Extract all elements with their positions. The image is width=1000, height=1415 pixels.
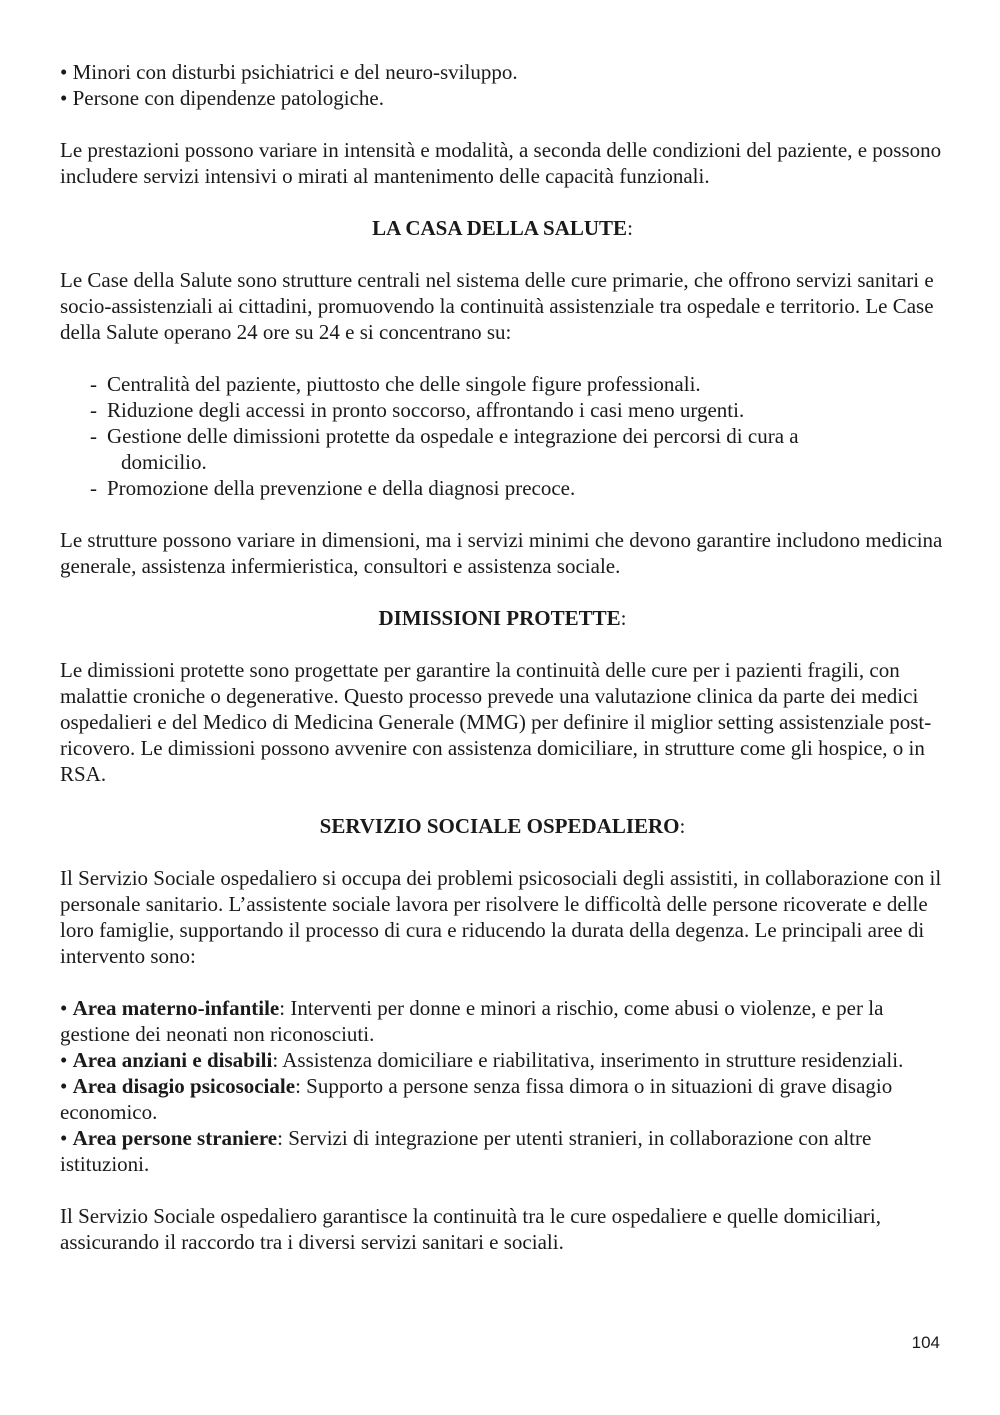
casa-salute-focus-list xyxy=(60,371,945,501)
area-title: Area materno-infantile xyxy=(72,996,280,1020)
list-item-text: Centralità del paziente, piuttosto che delle singole figure professionali. xyxy=(107,372,701,396)
casa-salute-paragraph: Le Case della Salute sono strutture centrali nel sistema delle cure primarie, che offrono servizi sanitari e socio-assistenziali ai cittadini, promuovendo la continuità assistenziale tra ospedale e territorio. Le Case della Salute operano 24 ore su 24 e si concentrano su: xyxy=(60,268,934,344)
area-title: Area anziani e disabili xyxy=(72,1048,273,1072)
bullet: • xyxy=(60,996,73,1020)
intro-bullet-minori: • Minori con disturbi psichiatrici e del neuro-sviluppo. xyxy=(60,60,518,84)
spacer xyxy=(60,501,945,527)
list-item-continuation: domicilio. xyxy=(121,450,207,474)
intro-bullet-dipendenze: • Persone con dipendenze patologiche. xyxy=(60,86,384,110)
spacer xyxy=(60,969,945,995)
spacer xyxy=(60,241,945,267)
document-page xyxy=(60,59,945,1255)
area-description: : Interventi per donne e minori a rischio, come abusi o violenze, e per la gestione dei neonati non riconosciuti. xyxy=(60,996,884,1046)
list-item-text: Riduzione degli accessi in pronto soccorso, affrontando i casi meno urgenti. xyxy=(107,398,745,422)
heading-colon: : xyxy=(627,216,633,240)
list-item xyxy=(88,371,945,397)
area-title: Area persone straniere xyxy=(72,1126,278,1150)
intro-paragraph: Le prestazioni possono variare in intensità e modalità, a seconda delle condizioni del paziente, e possono includere servizi intensivi o mirati al mantenimento delle capacità funzionali. xyxy=(60,138,942,188)
spacer xyxy=(60,345,945,371)
heading-colon: : xyxy=(679,814,686,838)
area-description: : Supporto a persone senza fissa dimora o in situazioni di grave disagio economico. xyxy=(60,1074,893,1124)
page-number: 104 xyxy=(911,1333,940,1352)
spacer xyxy=(60,839,945,865)
area-item-persone-straniere xyxy=(60,1125,945,1177)
list-item-text: Gestione delle dimissioni protette da ospedale e integrazione dei percorsi di cura a xyxy=(107,424,799,448)
area-item-anziani-disabili xyxy=(60,1047,945,1073)
list-item-text: Promozione della prevenzione e della diagnosi precoce. xyxy=(107,476,576,500)
section-heading-servizio-sociale xyxy=(60,813,945,839)
heading-colon: : xyxy=(620,606,627,630)
heading-text: LA CASA DELLA SALUTE xyxy=(372,216,628,240)
spacer xyxy=(60,111,945,137)
heading-text: DIMISSIONI PROTETTE xyxy=(378,606,621,630)
dimissioni-paragraph: Le dimissioni protette sono progettate per garantire la continuità delle cure per i pazienti fragili, con malattie croniche o degenerative. Questo processo prevede una valutazione clinica da parte dei medici ospedalieri e del Medico di Medicina Generale (MMG) per definire il miglior setting assistenziale post-ricovero. Le dimissioni possono avvenire con assistenza domiciliare, in strutture come gli hospice, o in RSA. xyxy=(60,658,932,786)
spacer xyxy=(60,787,945,813)
bullet: • xyxy=(60,1048,73,1072)
bullet: • xyxy=(60,1074,73,1098)
section-heading-casa-salute xyxy=(60,215,945,241)
servizio-sociale-closing-paragraph: Il Servizio Sociale ospedaliero garantisce la continuità tra le cure ospedaliere e quelle domiciliari, assicurando il raccordo tra i diversi servizi sanitari e sociali. xyxy=(60,1204,881,1254)
spacer xyxy=(60,579,945,605)
area-title: Area disagio psicosociale xyxy=(72,1074,296,1098)
servizio-sociale-paragraph: Il Servizio Sociale ospedaliero si occupa dei problemi psicosociali degli assistiti, in collaborazione con il personale sanitario. L’assistente sociale lavora per risolvere le difficoltà delle persone ricoverate e delle loro famiglie, supportando il processo di cura e riducendo la durata della degenza. Le principali aree di intervento sono: xyxy=(60,866,942,968)
list-item xyxy=(88,397,945,423)
list-item xyxy=(88,475,945,501)
spacer xyxy=(60,1177,945,1203)
heading-text: SERVIZIO SOCIALE OSPEDALIERO xyxy=(319,814,680,838)
area-description: : Assistenza domiciliare e riabilitativa, inserimento in strutture residenziali. xyxy=(272,1048,904,1072)
area-item-materno-infantile xyxy=(60,995,945,1047)
spacer xyxy=(60,189,945,215)
section-heading-dimissioni xyxy=(60,605,945,631)
spacer xyxy=(60,631,945,657)
bullet: • xyxy=(60,1126,73,1150)
area-item-disagio-psicosociale xyxy=(60,1073,945,1125)
casa-salute-closing-paragraph: Le strutture possono variare in dimensioni, ma i servizi minimi che devono garantire includono medicina generale, assistenza infermieristica, consultori e assistenza sociale. xyxy=(60,528,943,578)
area-description: : Servizi di integrazione per utenti stranieri, in collaborazione con altre istituzioni. xyxy=(60,1126,872,1176)
list-item xyxy=(88,423,945,475)
